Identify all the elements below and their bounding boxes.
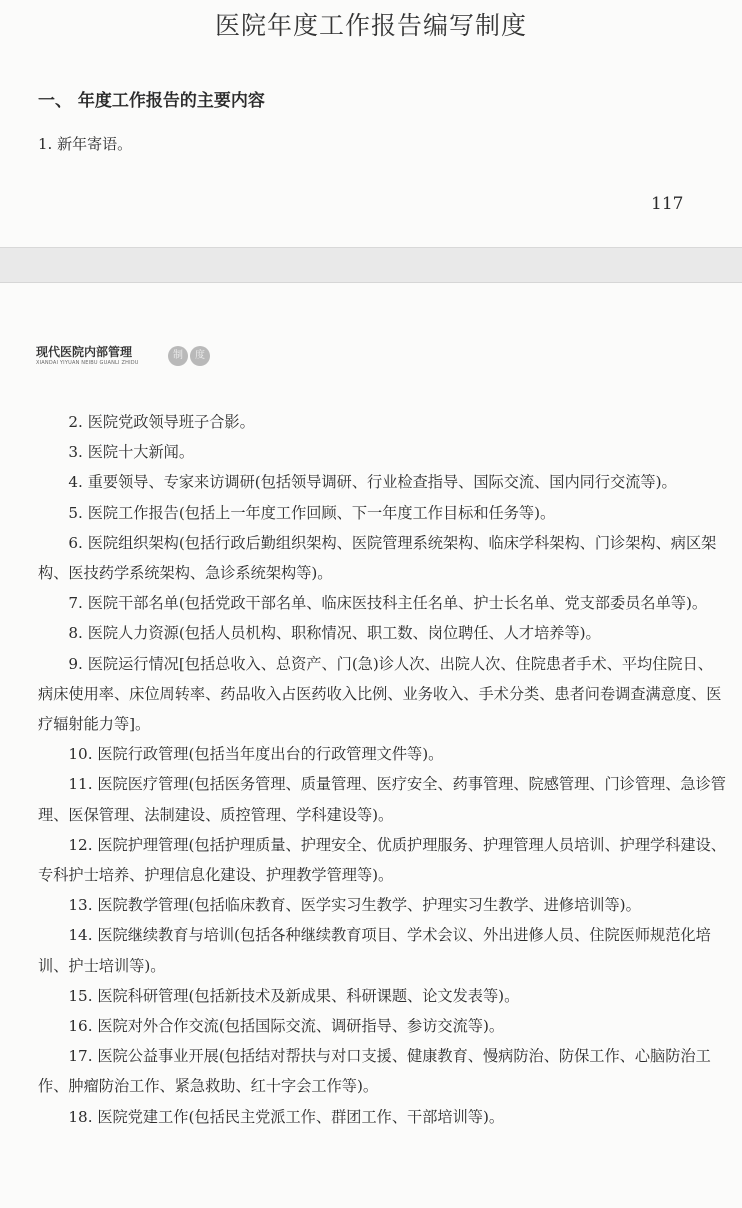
list-item: 10. 医院行政管理(包括当年度出台的行政管理文件等)。 bbox=[68, 745, 444, 764]
header-seal-icon: 制 bbox=[168, 346, 188, 366]
header-title: 现代医院内部管理 bbox=[36, 345, 133, 359]
list-item: 12. 医院护理管理(包括护理质量、护理安全、优质护理服务、护理管理人员培训、护理学科建设、专科护士培养、护理信息化建设、护理教学管理等)。 bbox=[38, 835, 726, 885]
list-item: 16. 医院对外合作交流(包括国际交流、调研指导、参访交流等)。 bbox=[68, 1017, 505, 1036]
list-item: 17. 医院公益事业开展(包括结对帮扶与对口支援、健康教育、慢病防治、防保工作、心脑防治工作、肿瘤防治工作、紧急救助、红十字会工作等)。 bbox=[38, 1047, 711, 1096]
list-item: 2. 医院党政领导班子合影。 bbox=[68, 413, 255, 431]
list-item: 5. 医院工作报告(包括上一年度工作回顾、下一年度工作目标和任务等)。 bbox=[68, 503, 556, 522]
header-pinyin: XIANDAI YIYUAN NEIBU GUANLI ZHIDU bbox=[36, 360, 139, 366]
running-header bbox=[36, 345, 139, 366]
list-item: 9. 医院运行情况[包括总收入、总资产、门(急)诊人次、出院人次、住院患者手术、平均住院日、病床使用率、床位周转率、药品收入占医药收入比例、业务收入、手术分类、患者问卷调查满意度、医疗辐射能力等]。 bbox=[38, 654, 722, 734]
page-top bbox=[0, 0, 742, 248]
list-item: 18. 医院党建工作(包括民主党派工作、群团工作、干部培训等)。 bbox=[68, 1107, 505, 1126]
header-seal-icon: 度 bbox=[190, 346, 210, 366]
document-title: 医院年度工作报告编写制度 bbox=[214, 11, 527, 40]
page-gap bbox=[0, 248, 742, 283]
list-item: 11. 医院医疗管理(包括医务管理、质量管理、医疗安全、药事管理、院感管理、门诊管理、急诊管理、医保管理、法制建设、质控管理、学科建设等)。 bbox=[38, 775, 726, 824]
list-item: 4. 重要领导、专家来访调研(包括领导调研、行业检查指导、国际交流、国内同行交流等)。 bbox=[68, 473, 677, 492]
list-item: 13. 医院教学管理(包括临床教育、医学实习生教学、护理实习生教学、进修培训等)。 bbox=[68, 896, 641, 915]
page-bottom bbox=[0, 283, 742, 1208]
list-item: 15. 医院科研管理(包括新技术及新成果、科研课题、论文发表等)。 bbox=[68, 986, 520, 1005]
page-number: 117 bbox=[651, 194, 684, 214]
list-item: 8. 医院人力资源(包括人员机构、职称情况、职工数、岗位聘任、人才培养等)。 bbox=[68, 624, 601, 643]
list-item: 7. 医院干部名单(包括党政干部名单、临床医技科主任名单、护士长名单、党支部委员名单等)。 bbox=[68, 594, 708, 613]
list-item-1: 1. 新年寄语。 bbox=[38, 135, 133, 153]
list-item: 14. 医院继续教育与培训(包括各种继续教育项目、学术会议、外出进修人员、住院医师规范化培训、护士培训等)。 bbox=[38, 926, 711, 975]
item-list bbox=[38, 407, 726, 1132]
list-item: 6. 医院组织架构(包括行政后勤组织架构、医院管理系统架构、临床学科架构、门诊架构、病区架构、医技药学系统架构、急诊系统架构等)。 bbox=[38, 533, 717, 583]
list-item: 3. 医院十大新闻。 bbox=[68, 443, 195, 462]
section-heading: 一、 年度工作报告的主要内容 bbox=[38, 91, 265, 111]
